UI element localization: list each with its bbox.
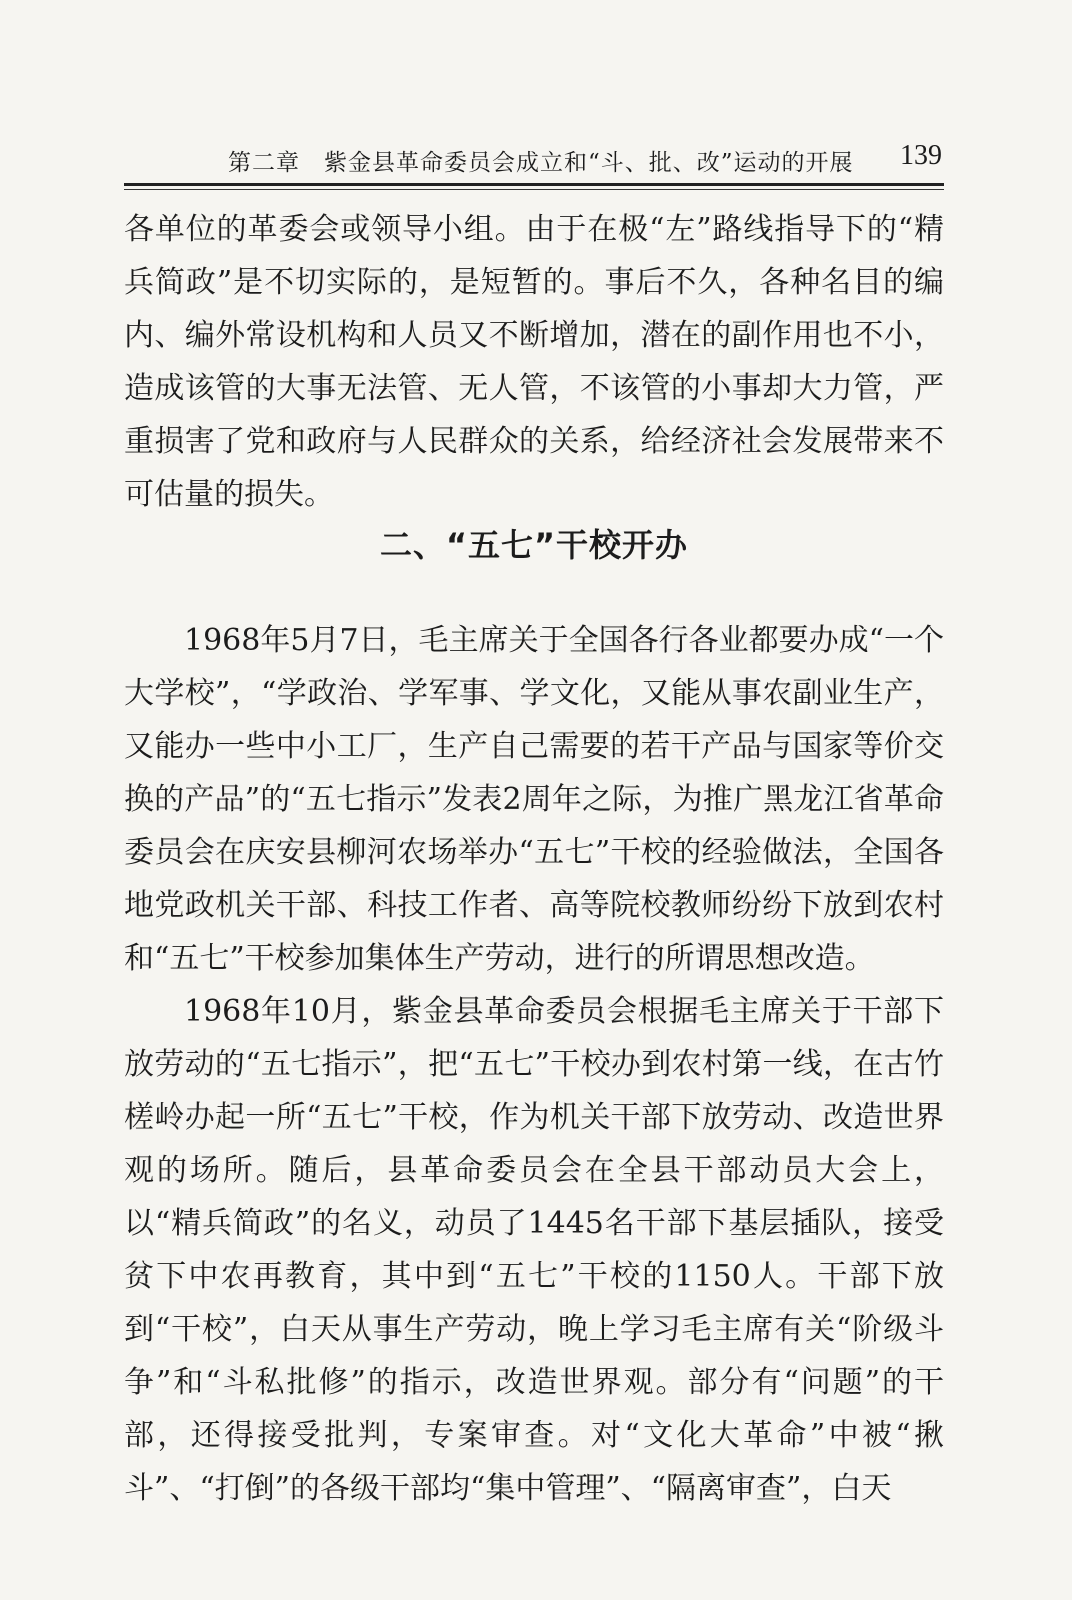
header-rule-thin	[124, 189, 944, 190]
running-head	[124, 140, 944, 182]
paragraph-2: 1968年5月7日，毛主席关于全国各行各业都要办成“一个大学校”，“学政治、学军事、学文化，又能从事农副业生产，又能办一些中小工厂，生产自己需要的若干产品与国家等价交换的产品”的“五七指示”发表2周年之际，为推广黑龙江省革命委员会在庆安县柳河农场举办“五七”干校的经验做法，全国各地党政机关干部、科技工作者、高等院校教师纷纷下放到农村和“五七”干校参加集体生产劳动，进行的所谓思想改造。	[124, 623, 944, 976]
text-block-main	[124, 614, 944, 1515]
page-number: 139	[900, 140, 942, 171]
paragraph-3: 1968年10月，紫金县革命委员会根据毛主席关于干部下放劳动的“五七指示”，把“五七”干校办到农村第一线，在古竹槎岭办起一所“五七”干校，作为机关干部下放劳动、改造世界观的场所。随后，县革命委员会在全县干部动员大会上，以“精兵简政”的名义，动员了1445名干部下基层插队，接受贫下中农再教育，其中到“五七”干校的1150人。干部下放到“干校”，白天从事生产劳动，晚上学习毛主席有关“阶级斗争”和“斗私批修”的指示，改造世界观。部分有“问题”的干部，还得接受批判，专案审查。对“文化大革命”中被“揪斗”、“打倒”的各级干部均“集中管理”、“隔离审查”，白天	[124, 994, 944, 1506]
paragraph-1: 各单位的革委会或领导小组。由于在极“左”路线指导下的“精兵简政”是不切实际的，是短暂的。事后不久，各种名目的编内、编外常设机构和人员又不断增加，潜在的副作用也不小，造成该管的大事无法管、无人管，不该管的小事却大力管，严重损害了党和政府与人民群众的关系，给经济社会发展带来不可估量的损失。	[124, 212, 944, 512]
running-title: 第二章 紫金县革命委员会成立和“斗、批、改”运动的开展	[228, 150, 854, 176]
header-rule-thick	[124, 183, 944, 186]
text-block-top	[124, 203, 944, 521]
section-title: 二、“五七”干校开办	[379, 526, 689, 564]
